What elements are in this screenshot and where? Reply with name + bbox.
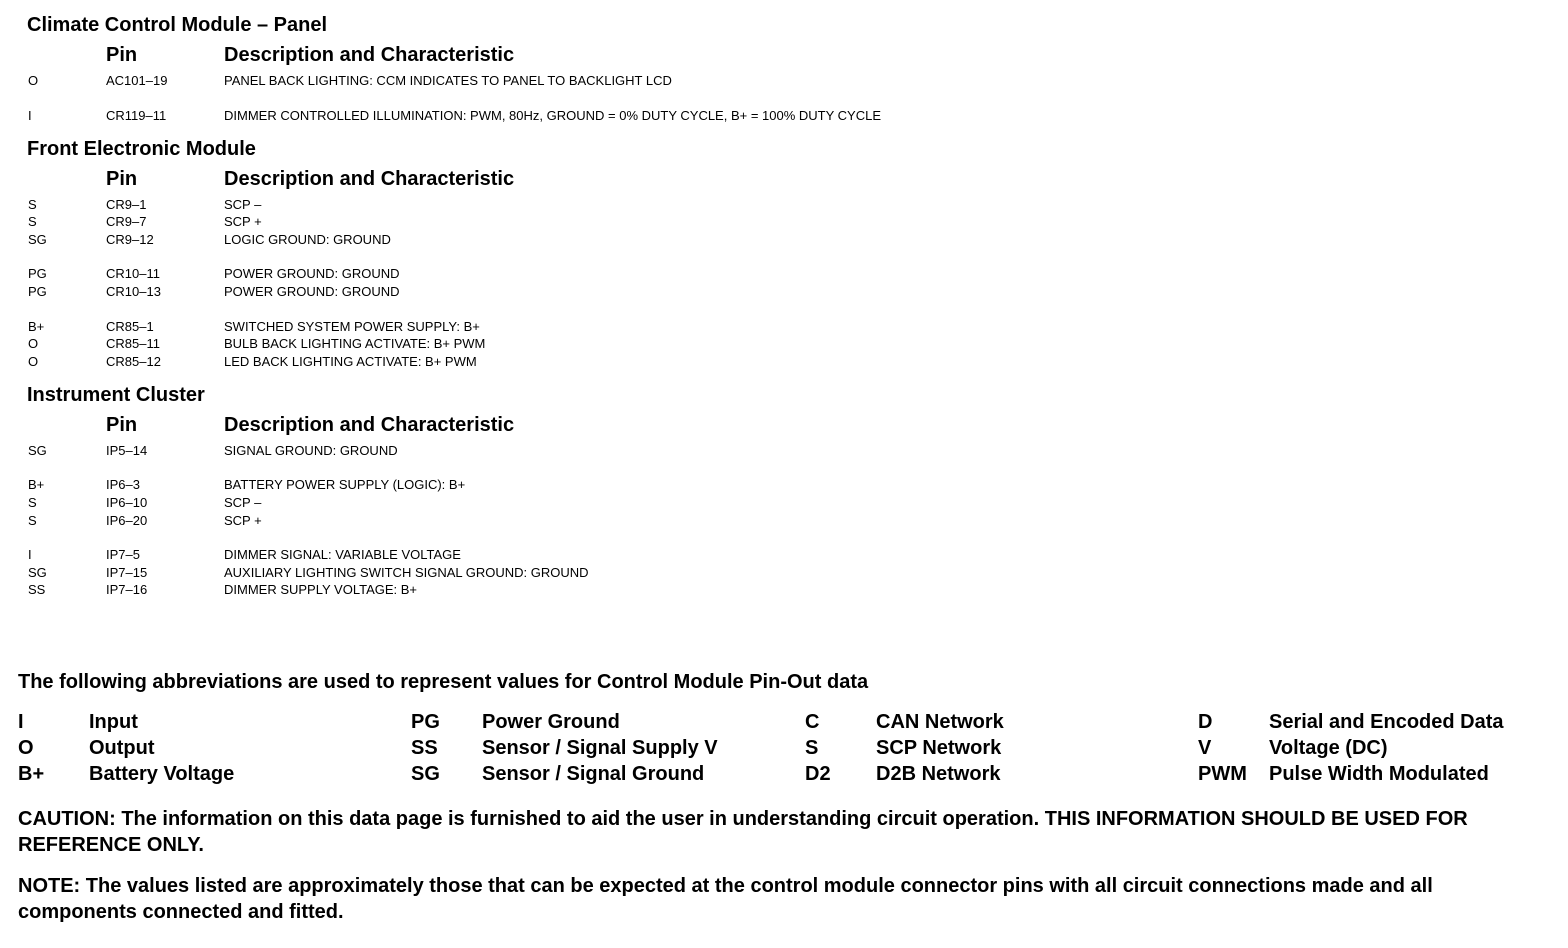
signal-type: I bbox=[28, 547, 32, 562]
abbreviation-code: I bbox=[18, 711, 24, 733]
abbreviation-code: O bbox=[18, 737, 34, 759]
signal-type: PG bbox=[28, 284, 47, 299]
abbreviation-code: D2 bbox=[805, 763, 831, 785]
pin-number: IP7–5 bbox=[106, 547, 140, 562]
signal-type: B+ bbox=[28, 319, 45, 334]
abbreviation-meaning: Battery Voltage bbox=[89, 763, 235, 785]
section-title-climate-control-module: Climate Control Module – Panel bbox=[27, 14, 328, 36]
pin-description: LOGIC GROUND: GROUND bbox=[224, 232, 391, 247]
pin-description: DIMMER CONTROLLED ILLUMINATION: PWM, 80Hz, GROUND = 0% DUTY CYCLE, B+ = 100% DUTY CYCLE bbox=[224, 108, 882, 123]
pin-column-header: Pin bbox=[106, 44, 138, 66]
caution-text: CAUTION: The information on this data page is furnished to aid the user in understanding circuit operation. THIS INFORMATION SHOULD BE USED FOR REFERENCE ONLY. bbox=[18, 808, 1468, 856]
pin-number: CR9–12 bbox=[106, 232, 154, 247]
abbreviation-meaning: D2B Network bbox=[876, 763, 1001, 785]
pin-number: CR10–11 bbox=[106, 266, 160, 281]
pin-number: IP7–16 bbox=[106, 582, 148, 597]
abbreviation-meaning: Sensor / Signal Supply V bbox=[482, 737, 718, 759]
signal-type: O bbox=[28, 336, 39, 351]
abbreviation-meaning: Serial and Encoded Data bbox=[1269, 711, 1504, 733]
pin-description: SCP – bbox=[224, 197, 262, 212]
pin-number: CR85–11 bbox=[106, 336, 160, 351]
pin-number: IP6–20 bbox=[106, 513, 148, 528]
signal-type: O bbox=[28, 73, 39, 88]
pin-description: SCP – bbox=[224, 495, 262, 510]
pin-description: DIMMER SIGNAL: VARIABLE VOLTAGE bbox=[224, 547, 461, 562]
abbreviation-code: PWM bbox=[1198, 763, 1247, 785]
pin-description: BATTERY POWER SUPPLY (LOGIC): B+ bbox=[224, 477, 466, 492]
pin-description: PANEL BACK LIGHTING: CCM INDICATES TO PANEL TO BACKLIGHT LCD bbox=[224, 73, 672, 88]
abbreviations-intro: The following abbreviations are used to represent values for Control Module Pin-Out data bbox=[18, 671, 869, 693]
pin-number: IP5–14 bbox=[106, 443, 148, 458]
abbreviation-meaning: CAN Network bbox=[876, 711, 1004, 733]
pin-description: SCP + bbox=[224, 214, 262, 229]
signal-type: PG bbox=[28, 266, 47, 281]
signal-type: S bbox=[28, 495, 37, 510]
signal-type: S bbox=[28, 513, 37, 528]
signal-type: SG bbox=[28, 232, 47, 247]
pin-number: AC101–19 bbox=[106, 73, 168, 88]
abbreviation-code: B+ bbox=[18, 763, 45, 785]
description-column-header: Description and Characteristic bbox=[224, 168, 515, 190]
signal-type: S bbox=[28, 214, 37, 229]
abbreviation-meaning: Voltage (DC) bbox=[1269, 737, 1388, 759]
abbreviation-code: PG bbox=[411, 711, 440, 733]
pin-description: SWITCHED SYSTEM POWER SUPPLY: B+ bbox=[224, 319, 480, 334]
abbreviation-meaning: Input bbox=[89, 711, 138, 733]
pin-number: CR9–1 bbox=[106, 197, 147, 212]
pin-description: POWER GROUND: GROUND bbox=[224, 284, 400, 299]
pin-number: CR85–1 bbox=[106, 319, 154, 334]
pin-description: SIGNAL GROUND: GROUND bbox=[224, 443, 398, 458]
pin-number: CR9–7 bbox=[106, 214, 147, 229]
pin-description: BULB BACK LIGHTING ACTIVATE: B+ PWM bbox=[224, 336, 486, 351]
pin-number: IP6–3 bbox=[106, 477, 140, 492]
signal-type: S bbox=[28, 197, 37, 212]
abbreviation-meaning: Sensor / Signal Ground bbox=[482, 763, 705, 785]
abbreviation-code: D bbox=[1198, 711, 1213, 733]
signal-type: SS bbox=[28, 582, 46, 597]
abbreviation-meaning: Output bbox=[89, 737, 155, 759]
abbreviation-meaning: SCP Network bbox=[876, 737, 1002, 759]
abbreviation-code: S bbox=[805, 737, 819, 759]
abbreviation-code: SG bbox=[411, 763, 440, 785]
pin-description: AUXILIARY LIGHTING SWITCH SIGNAL GROUND: GROUND bbox=[224, 565, 589, 580]
pin-number: CR85–12 bbox=[106, 354, 161, 369]
pin-number: CR119–11 bbox=[106, 108, 167, 123]
note-text: NOTE: The values listed are approximately those that can be expected at the control module connector pins with all circuit connections made and all components connected and fitted. bbox=[18, 875, 1433, 923]
pin-description: LED BACK LIGHTING ACTIVATE: B+ PWM bbox=[224, 354, 477, 369]
abbreviation-code: C bbox=[805, 711, 820, 733]
signal-type: I bbox=[28, 108, 32, 123]
signal-type: O bbox=[28, 354, 39, 369]
pin-number: IP7–15 bbox=[106, 565, 148, 580]
pin-description: DIMMER SUPPLY VOLTAGE: B+ bbox=[224, 582, 418, 597]
abbreviation-code: SS bbox=[411, 737, 438, 759]
abbreviation-meaning: Pulse Width Modulated bbox=[1269, 763, 1489, 785]
signal-type: B+ bbox=[28, 477, 45, 492]
signal-type: SG bbox=[28, 565, 47, 580]
section-title-instrument-cluster: Instrument Cluster bbox=[27, 384, 205, 406]
description-column-header: Description and Characteristic bbox=[224, 44, 515, 66]
pin-description: POWER GROUND: GROUND bbox=[224, 266, 400, 281]
pin-number: CR10–13 bbox=[106, 284, 161, 299]
abbreviation-code: V bbox=[1198, 737, 1212, 759]
pin-column-header: Pin bbox=[106, 168, 138, 190]
pin-description: SCP + bbox=[224, 513, 262, 528]
abbreviation-meaning: Power Ground bbox=[482, 711, 620, 733]
pin-number: IP6–10 bbox=[106, 495, 148, 510]
signal-type: SG bbox=[28, 443, 47, 458]
section-title-front-electronic-module: Front Electronic Module bbox=[27, 138, 256, 160]
description-column-header: Description and Characteristic bbox=[224, 414, 515, 436]
pin-column-header: Pin bbox=[106, 414, 138, 436]
